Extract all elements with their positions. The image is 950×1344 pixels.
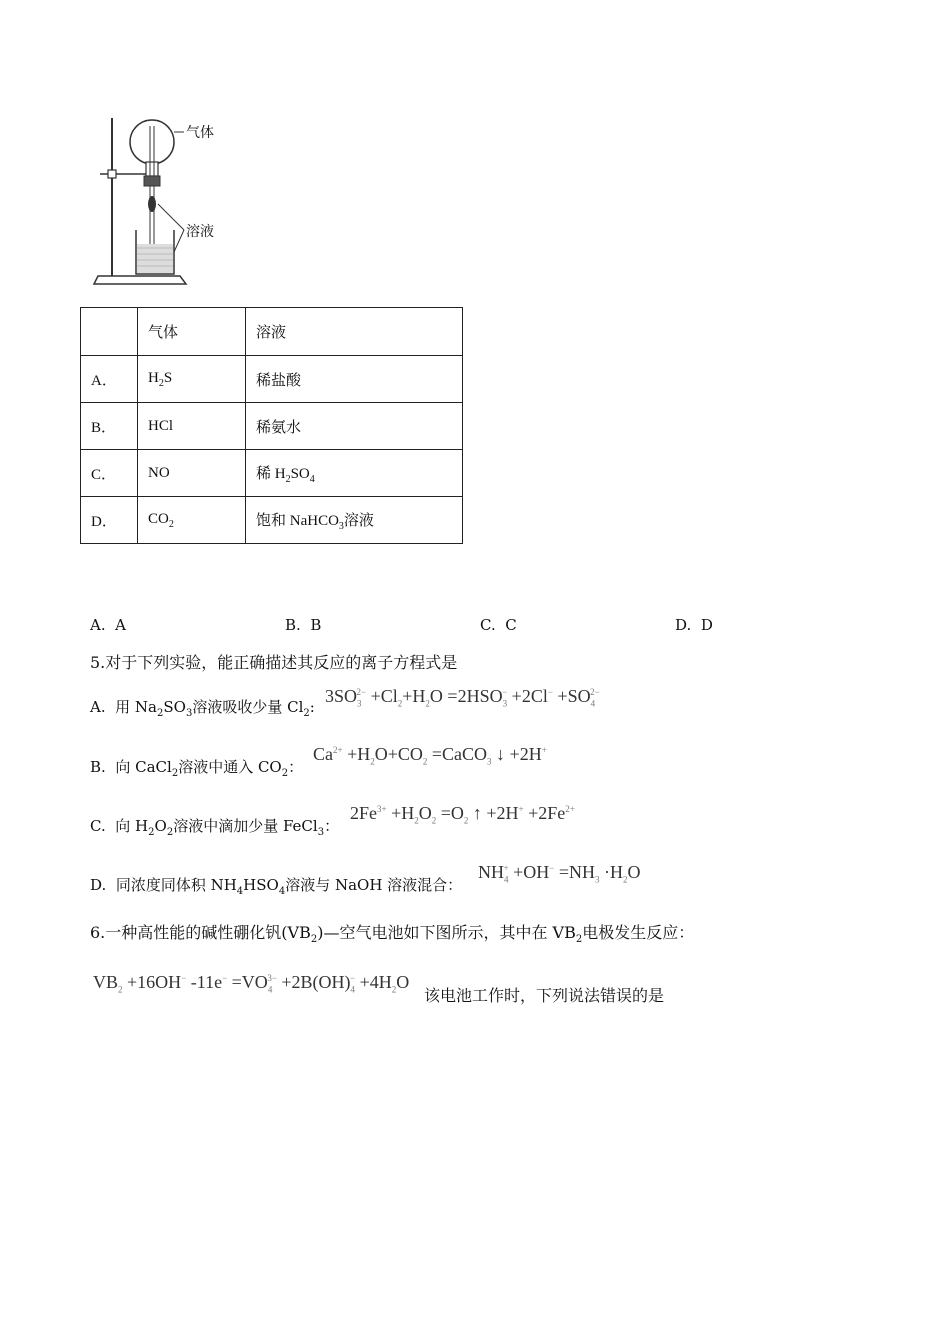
q6-tail: 该电池工作时，下列说法错误的是 (424, 986, 665, 1005)
table-row (81, 403, 463, 450)
label-gas: 气体 (186, 125, 214, 141)
row-letter: B． (81, 403, 138, 450)
gas-solution-table (80, 307, 463, 544)
table-header-row (81, 308, 463, 356)
q5-option-b[interactable]: B. 向 CaCl$_2$溶液中通入 $CO_2$： (90, 758, 304, 779)
table-header-cell: 气体 (138, 308, 246, 356)
q6-equation: $VB_2 +16OH^-$ $-11e^- =VO_4^{3-} +2B(OH)_4^- +4H_2O$ (93, 972, 410, 995)
row-gas: NO (138, 450, 246, 497)
row-solution: 饱和 NaHCO$_3$溶液 (246, 497, 463, 544)
table-row (81, 450, 463, 497)
q5-equation-b: $Ca^{2+} +H_2O+CO_2$ =CaCO$_3$ ↓ +2H+ (313, 744, 547, 767)
row-letter: D． (81, 497, 138, 544)
table-header-cell (81, 308, 138, 356)
q5-option-c[interactable]: C. 向 $H_2O_2$溶液中滴加少量 FeCl$_3$： (90, 817, 340, 838)
q4-choice-a[interactable]: A. A (90, 616, 126, 634)
table-header-cell: 溶液 (246, 308, 463, 356)
q5-equation-c: $2Fe^{3+} +H_2O_2 =O_2$ ↑ $+2H^+ +2Fe^{2+}$ (350, 803, 575, 826)
row-solution: 稀盐酸 (246, 356, 463, 403)
q4-choice-d[interactable]: D. D (675, 616, 713, 634)
q4-choice-c[interactable]: C. C (480, 616, 517, 634)
q5-stem: 5.对于下列实验，能正确描述其反应的离子方程式是 (90, 653, 458, 672)
q5-equation-a: $3SO_3^{2-} +Cl_2+H_2O =2HSO_3^- +2Cl^- +SO_4^{2-}$ (325, 686, 600, 709)
q5-option-a[interactable]: A. 用 $Na_2SO_3$溶液吸收少量 $Cl_2$: (90, 698, 315, 719)
row-gas: $CO_2$ (138, 497, 246, 544)
row-solution: 稀氨水 (246, 403, 463, 450)
row-solution: 稀 $H_2SO_4$ (246, 450, 463, 497)
row-letter: C． (81, 450, 138, 497)
q5-equation-d: $NH_4^+ +OH^- =NH_3 \cdot H_2O$ (478, 862, 641, 885)
label-solution: 溶液 (186, 224, 214, 240)
table-row (81, 356, 463, 403)
table-row (81, 497, 463, 544)
q5-option-d[interactable]: D. 同浓度同体积 $NH_4HSO_4$溶液与 NaOH 溶液混合： (90, 876, 463, 897)
q4-choice-b[interactable]: B. B (285, 616, 322, 634)
row-letter: A． (81, 356, 138, 403)
row-gas: $H_2S$ (138, 356, 246, 403)
row-gas: HCl (138, 403, 246, 450)
fountain-apparatus-diagram (80, 112, 250, 294)
q6-stem: 6.一种高性能的碱性硼化钒$(VB_2)—$空气电池如下图所示，其中在 $VB_2$电极发生反应： (90, 923, 695, 946)
